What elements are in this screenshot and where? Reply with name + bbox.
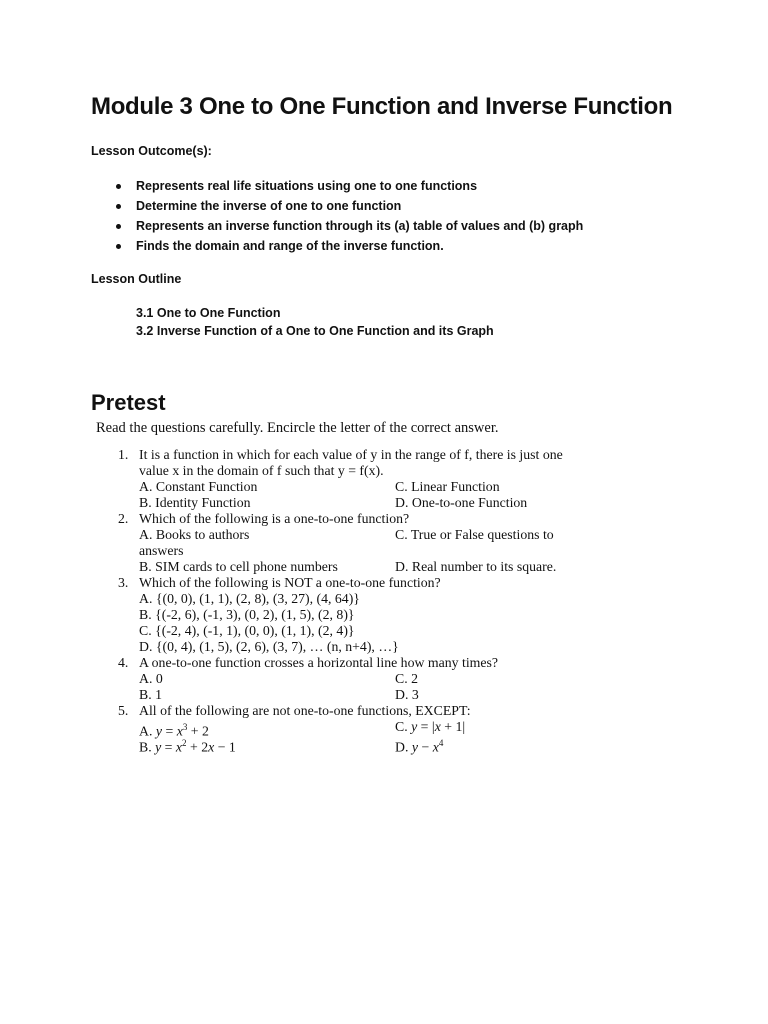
option-b: B. 1 (139, 687, 162, 702)
question-text: Which of the following is a one-to-one function? (139, 511, 410, 526)
option-c: C. {(-2, 4), (-1, 1), (0, 0), (1, 1), (2, 4)} (139, 623, 355, 638)
option-a: A. 0 (139, 671, 163, 686)
option-a: A. {(0, 0), (1, 1), (2, 8), (3, 27), (4, 64)} (139, 591, 360, 606)
option-c: C. True or False questions to (395, 527, 554, 542)
option-a: A. Constant Function (139, 479, 258, 494)
question-5 (118, 703, 638, 719)
outcome-text: Finds the domain and range of the inverse function. (136, 239, 444, 253)
option-c: C. 2 (395, 671, 418, 686)
option-row (118, 719, 638, 739)
option-b: B. $y = x^2 + 2x - 1$ (139, 738, 236, 755)
option-b: B. {(-2, 6), (-1, 3), (0, 2), (1, 5), (2, 8)} (139, 607, 355, 622)
question-number: 1. (118, 447, 129, 462)
question-3 (118, 575, 638, 591)
list-item (91, 236, 583, 256)
option-row (118, 479, 638, 495)
option-b: B. Identity Function (139, 495, 251, 510)
list-item (91, 216, 583, 236)
question-text: It is a function in which for each value of y in the range of f, there is just one (139, 447, 563, 462)
outcomes-label: Lesson Outcome(s): (91, 144, 212, 158)
option-a: A. $y = x^3 + 2$ (139, 722, 209, 739)
option-b: B. SIM cards to cell phone numbers (139, 559, 338, 574)
option-d: D. $y - x^4$ (395, 738, 444, 755)
option-d: D. {(0, 4), (1, 5), (2, 6), (3, 7), … (n, n+4), …} (139, 639, 399, 654)
option-row (118, 735, 638, 755)
option-a: A. Books to authors (139, 527, 250, 542)
option-letter: A. (139, 723, 156, 739)
option-d: D. One-to-one Function (395, 495, 528, 510)
pretest-title: Pretest (91, 390, 166, 415)
bullet-icon (116, 244, 121, 249)
option-letter: B. (139, 739, 156, 755)
question-text: All of the following are not one-to-one functions, EXCEPT: (139, 703, 471, 718)
option-c: C. Linear Function (395, 479, 500, 494)
question-4 (118, 655, 638, 671)
outcome-text: Represents real life situations using one to one functions (136, 179, 478, 193)
option-letter: D. (395, 739, 412, 755)
outcome-text: Represents an inverse function through its (a) table of values and (b) graph (136, 219, 584, 233)
question-number: 5. (118, 703, 129, 718)
bullet-icon (116, 224, 121, 229)
option-c: C. y = |x + 1| (395, 719, 466, 734)
outline-item: 3.2 Inverse Function of a One to One Function and its Graph (136, 324, 494, 338)
bullet-icon (116, 184, 121, 189)
list-item (91, 176, 583, 196)
option-d: D. Real number to its square. (395, 559, 557, 574)
question-2 (118, 511, 638, 527)
question-text: Which of the following is NOT a one-to-one function? (139, 575, 441, 590)
question-list (118, 447, 638, 755)
question-text: A one-to-one function crosses a horizontal line how many times? (139, 655, 499, 670)
question-number: 2. (118, 511, 129, 526)
outline-item: 3.1 One to One Function (136, 306, 281, 320)
question-number: 3. (118, 575, 129, 590)
option-row (118, 527, 638, 543)
outline-list (136, 304, 494, 340)
option-d: D. 3 (395, 687, 419, 702)
option-row (118, 671, 638, 687)
outcome-text: Determine the inverse of one to one function (136, 199, 402, 213)
question-text-continued: value x in the domain of f such that y = f(x). (139, 463, 384, 478)
option-row (118, 495, 638, 511)
bullet-icon (116, 204, 121, 209)
module-title: Module 3 One to One Function and Inverse Function (91, 93, 673, 120)
option-letter: C. (395, 719, 412, 734)
option-row (118, 687, 638, 703)
outcomes-list (91, 176, 583, 256)
pretest-instructions: Read the questions carefully. Encircle the letter of the correct answer. (96, 420, 499, 436)
question-number: 4. (118, 655, 129, 670)
list-item (91, 196, 583, 216)
option-row (118, 559, 638, 575)
outline-label: Lesson Outline (91, 272, 182, 286)
option-c-continued: answers (139, 543, 184, 558)
question-1 (118, 447, 638, 463)
